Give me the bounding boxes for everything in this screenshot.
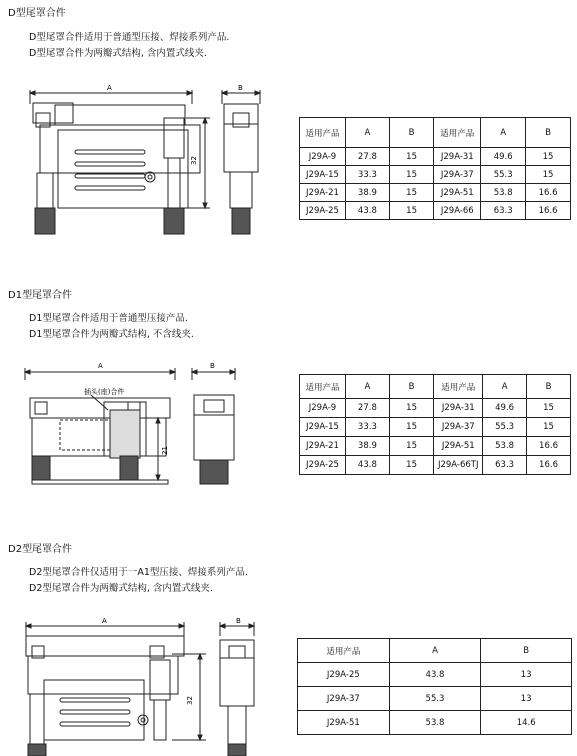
table-cell: 15 [389, 418, 434, 437]
dim-a-label: A [98, 362, 103, 370]
dim-b-label: B [236, 617, 241, 625]
table-cell: 15 [389, 148, 434, 166]
table-cell: 43.8 [345, 202, 389, 220]
header-cell: B [389, 375, 434, 399]
table-cell: 53.8 [483, 437, 527, 456]
table-cell: 15 [389, 202, 434, 220]
table-cell: J29A-9 [300, 148, 346, 166]
table-cell: J29A-25 [298, 663, 390, 687]
table-cell: J29A-25 [300, 456, 346, 475]
table-cell: 63.3 [481, 202, 526, 220]
table-cell: 15 [389, 184, 434, 202]
section-title-d1: D1型尾罩合件 [8, 290, 73, 301]
table-cell: 43.8 [389, 663, 481, 687]
dim-height-label: 21 [161, 446, 169, 455]
table-cell: 27.8 [345, 399, 389, 418]
header-cell: 适用产品 [298, 639, 390, 663]
table-row [298, 711, 572, 735]
dim-height-label: 32 [190, 156, 198, 165]
table-cell: J29A-51 [298, 711, 390, 735]
table-cell: 53.8 [389, 711, 481, 735]
table-cell: 53.8 [481, 184, 526, 202]
table-cell: 15 [389, 437, 434, 456]
header-cell: A [345, 375, 389, 399]
header-cell: 适用产品 [434, 118, 481, 148]
header-cell: 适用产品 [434, 375, 483, 399]
header-cell: B [527, 375, 571, 399]
table-cell: J29A-66 [434, 202, 481, 220]
dim-height-label: 32 [186, 696, 194, 705]
table-cell: J29A-37 [298, 687, 390, 711]
table-cell: 14.6 [481, 711, 572, 735]
callout-label: 插头(座)合件 [84, 388, 125, 396]
table-cell: J29A-31 [434, 148, 481, 166]
table-cell: 15 [526, 166, 571, 184]
table-cell: J29A-15 [300, 166, 346, 184]
table-cell: J29A-9 [300, 399, 346, 418]
header-cell: B [526, 118, 571, 148]
dim-a-label: A [102, 617, 107, 625]
table-cell: J29A-25 [300, 202, 346, 220]
header-cell: A [345, 118, 389, 148]
header-cell: 适用产品 [300, 375, 346, 399]
table-cell: J29A-37 [434, 418, 483, 437]
table-cell: J29A-21 [300, 184, 346, 202]
table-cell: 38.9 [345, 437, 389, 456]
table-cell: J29A-51 [434, 184, 481, 202]
table-cell: 16.6 [526, 184, 571, 202]
header-cell: 适用产品 [300, 118, 346, 148]
table-row [298, 687, 572, 711]
dim-a-label: A [107, 84, 112, 92]
header-cell: A [483, 375, 527, 399]
table-cell: J29A-21 [300, 437, 346, 456]
table-cell: J29A-37 [434, 166, 481, 184]
header-cell: B [481, 639, 572, 663]
table-cell: 33.3 [345, 166, 389, 184]
table-cell: 15 [527, 399, 571, 418]
table-cell: 15 [527, 418, 571, 437]
table-cell: J29A-15 [300, 418, 346, 437]
section-title-d2: D2型尾罩合件 [8, 544, 73, 555]
table-cell: 16.6 [526, 202, 571, 220]
table-cell: 13 [481, 687, 572, 711]
table-cell: 49.6 [483, 399, 527, 418]
table-cell: 43.8 [345, 456, 389, 475]
table-cell: 27.8 [345, 148, 389, 166]
section-desc-d-2: D型尾罩合件为两瓣式结构, 含内置式线夹. [29, 48, 207, 59]
table-cell: 55.3 [481, 166, 526, 184]
section-desc-d1-2: D1型尾罩合件为两瓣式结构, 不含线夹. [29, 329, 194, 340]
table-cell: 33.3 [345, 418, 389, 437]
table-cell: 16.6 [527, 456, 571, 475]
header-cell: A [389, 639, 481, 663]
header-cell: A [481, 118, 526, 148]
spec-table-d2 [297, 638, 572, 735]
section-desc-d2-2: D2型尾罩合件为两瓣式结构, 含内置式线夹. [29, 583, 213, 594]
table-cell: 38.9 [345, 184, 389, 202]
table-cell: J29A-51 [434, 437, 483, 456]
header-cell: B [389, 118, 434, 148]
section-desc-d1-1: D1型尾罩合件适用于普通型压接产品. [29, 313, 188, 324]
table-cell: 15 [389, 456, 434, 475]
table-cell: 49.6 [481, 148, 526, 166]
dim-b-label: B [210, 362, 215, 370]
table-cell: J29A-31 [434, 399, 483, 418]
table-cell: 16.6 [527, 437, 571, 456]
table-cell: 15 [526, 148, 571, 166]
table-cell: 55.3 [389, 687, 481, 711]
table-cell: 13 [481, 663, 572, 687]
table-cell: 63.3 [483, 456, 527, 475]
table-cell: J29A-66TJ [434, 456, 483, 475]
table-row [298, 663, 572, 687]
table-cell: 55.3 [483, 418, 527, 437]
table-cell: 15 [389, 166, 434, 184]
section-desc-d-1: D型尾罩合件适用于普通型压接、焊接系列产品. [29, 32, 230, 43]
section-title-d: D型尾罩合件 [8, 8, 66, 19]
table-cell: 15 [389, 399, 434, 418]
section-desc-d2-1: D2型尾罩合件仅适用于一A1型压接、焊接系列产品. [29, 567, 248, 578]
dim-b-label: B [238, 84, 243, 92]
